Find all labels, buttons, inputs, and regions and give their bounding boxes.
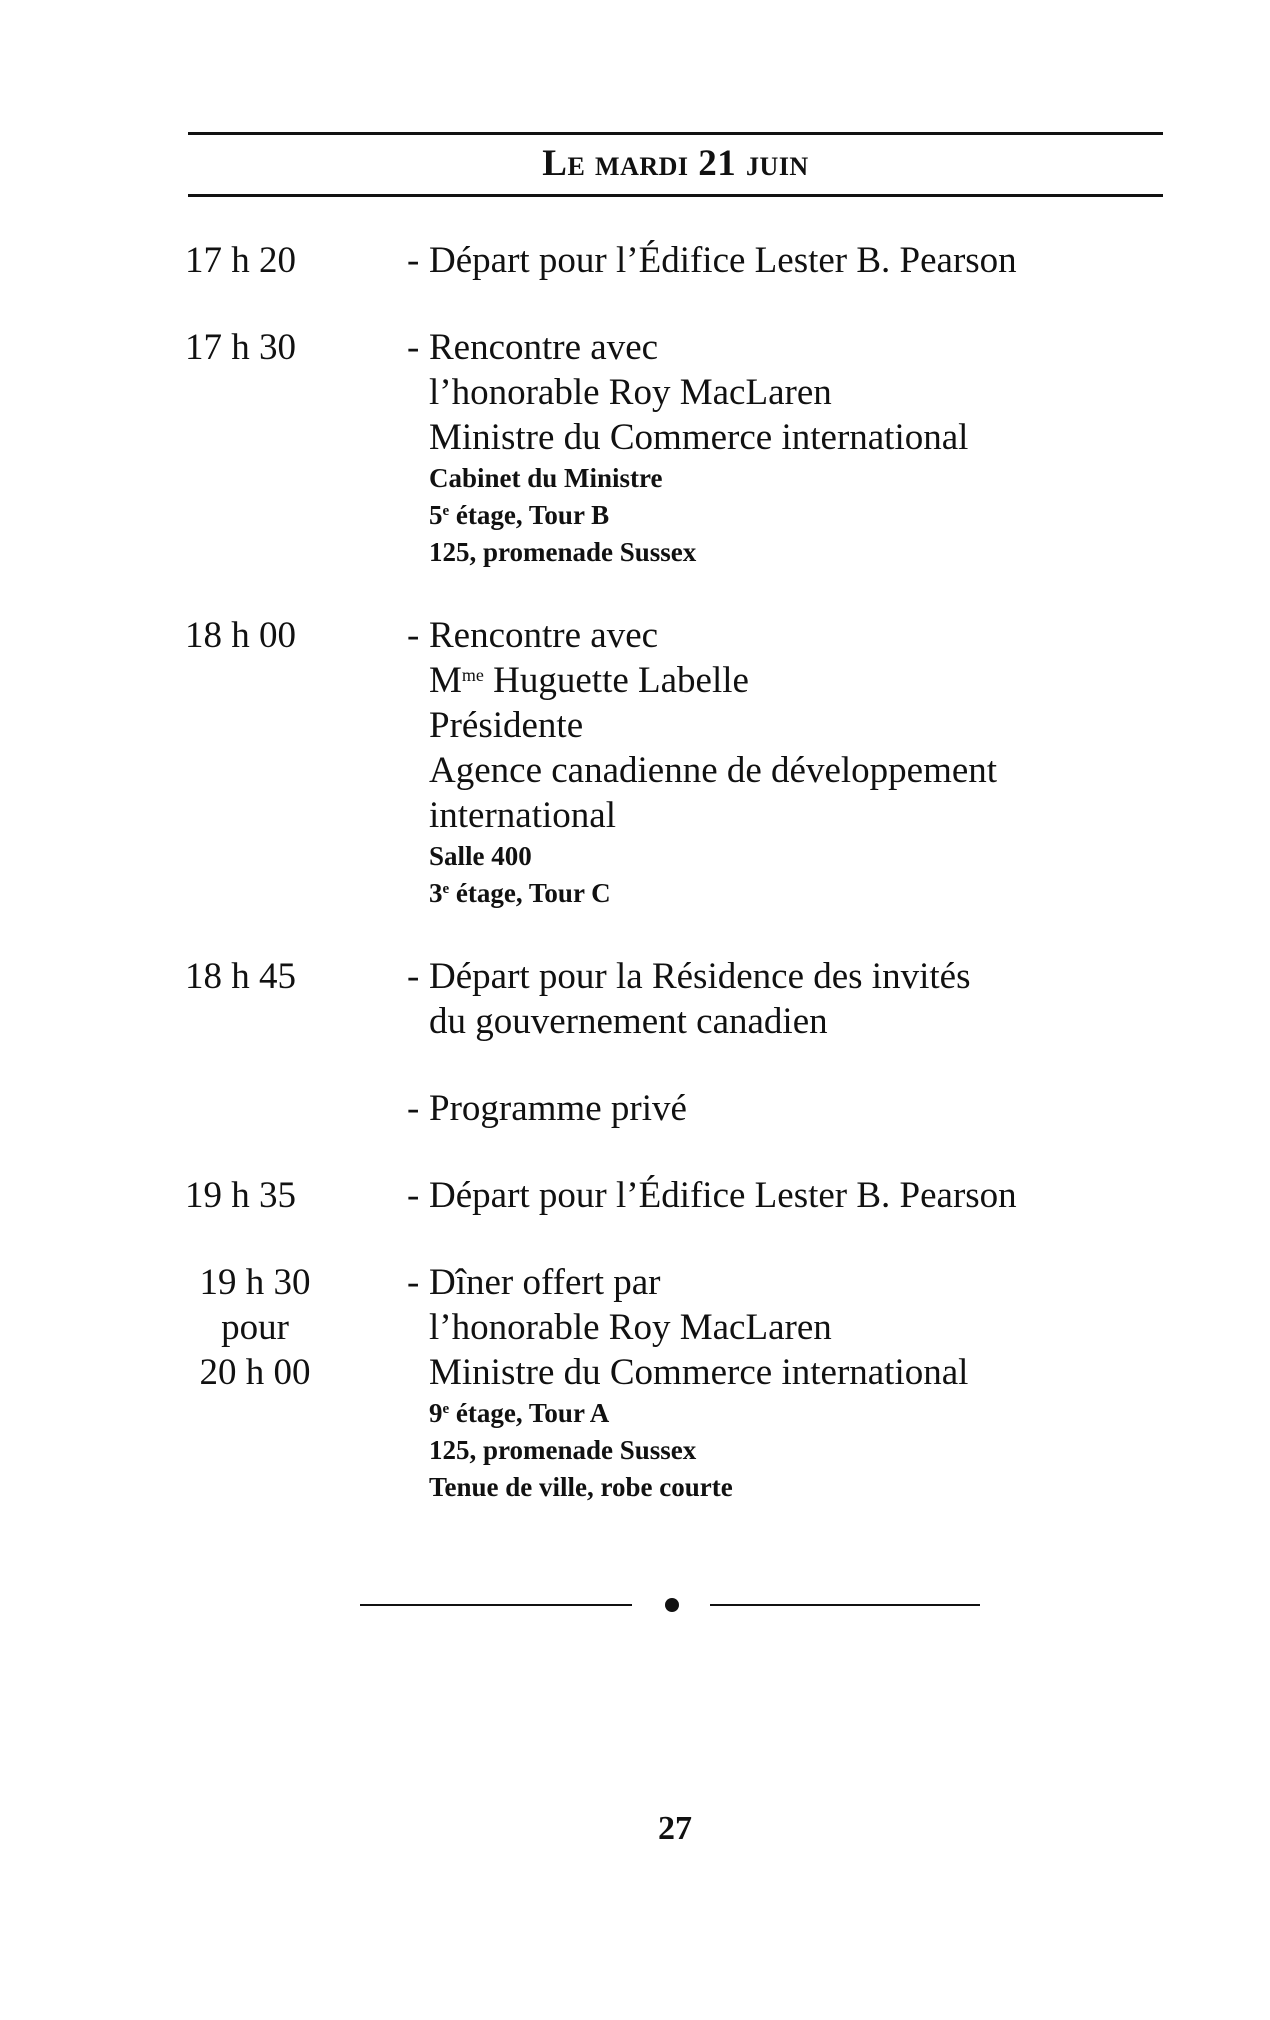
item-dash: - (407, 1175, 420, 1216)
entry-time (185, 613, 407, 912)
item-detail-floor (429, 875, 1185, 912)
schedule-item (407, 325, 1185, 571)
header-top-rule (188, 132, 1163, 135)
item-line: Programme privé (429, 1088, 687, 1129)
page-title: Le mardi 21 juin (542, 143, 809, 184)
item-line: Rencontre avec (429, 327, 659, 368)
floor-number: 5 (429, 500, 443, 530)
item-dash: - (407, 956, 420, 997)
item-dash: - (407, 327, 420, 368)
item-line: Départ pour la Résidence des invités (429, 956, 971, 997)
entry-body (407, 1173, 1185, 1218)
item-line: Agence canadienne de développement (429, 750, 998, 791)
entry-body (407, 1260, 1185, 1506)
item-line: Départ pour l’Édifice Lester B. Pearson (429, 240, 1017, 281)
item-detail: 125, promenade Sussex (429, 537, 697, 567)
divider-line-right (710, 1604, 980, 1606)
entry-body (407, 954, 1185, 1131)
entry-body (407, 238, 1185, 283)
item-line: du gouvernement canadien (429, 1001, 828, 1042)
schedule-item (407, 954, 1185, 1044)
section-divider (360, 1597, 980, 1613)
floor-text: étage, Tour B (455, 500, 610, 530)
entry-body (407, 325, 1185, 571)
schedule-item (407, 1173, 1185, 1218)
item-line: Ministre du Commerce international (429, 1352, 969, 1393)
item-line: l’honorable Roy MacLaren (429, 1307, 832, 1348)
schedule-item (407, 1086, 1185, 1131)
schedule-item (407, 613, 1185, 912)
time-line: pour (221, 1307, 289, 1348)
item-detail: Cabinet du Ministre (429, 463, 663, 493)
item-line: Ministre du Commerce international (429, 417, 969, 458)
floor-number: 3 (429, 878, 443, 908)
divider-line-left (360, 1604, 632, 1606)
item-detail-floor (429, 497, 1185, 534)
item-detail-floor (429, 1395, 1185, 1432)
time-line: 17 h 30 (185, 327, 296, 368)
entry-time (185, 954, 407, 1131)
title-abbrev: M (429, 660, 462, 701)
time-line: 18 h 45 (185, 956, 296, 997)
person-name: Huguette Labelle (493, 660, 749, 701)
floor-number: 9 (429, 1398, 443, 1428)
ordinal-suffix: e (442, 503, 450, 519)
schedule-entry (185, 613, 1185, 912)
entry-time (185, 325, 407, 571)
item-detail: 125, promenade Sussex (429, 1435, 697, 1465)
schedule-item (407, 238, 1185, 283)
schedule-entry (185, 1260, 1185, 1506)
entry-time (185, 1173, 407, 1218)
item-dash: - (407, 1262, 420, 1303)
title-abbrev-suffix: me (461, 665, 484, 685)
item-line: international (429, 795, 616, 836)
item-line: Présidente (429, 705, 584, 746)
ordinal-suffix: e (442, 1401, 450, 1417)
item-line: l’honorable Roy MacLaren (429, 372, 832, 413)
item-detail: Tenue de ville, robe courte (429, 1472, 733, 1502)
ordinal-suffix: e (442, 881, 450, 897)
floor-text: étage, Tour A (455, 1398, 610, 1428)
time-line: 17 h 20 (185, 240, 296, 281)
schedule-item (407, 1260, 1185, 1506)
schedule-entry (185, 238, 1185, 283)
item-dash: - (407, 615, 420, 656)
item-line: Rencontre avec (429, 615, 659, 656)
floor-text: étage, Tour C (455, 878, 611, 908)
entry-body (407, 613, 1185, 912)
schedule-list (185, 238, 1185, 1548)
item-dash: - (407, 240, 420, 281)
schedule-entry (185, 325, 1185, 571)
entry-time (185, 238, 407, 283)
header-bottom-rule (188, 194, 1163, 197)
entry-time (185, 1260, 407, 1506)
item-detail: Salle 400 (429, 841, 532, 871)
item-line: Dîner offert par (429, 1262, 661, 1303)
item-line-name (429, 658, 1185, 703)
time-line: 20 h 00 (199, 1352, 311, 1393)
page-number: 27 (658, 1810, 692, 1847)
item-dash: - (407, 1088, 420, 1129)
schedule-entry (185, 954, 1185, 1131)
time-line: 19 h 35 (185, 1175, 296, 1216)
time-line: 18 h 00 (185, 615, 296, 656)
time-line: 19 h 30 (199, 1262, 311, 1303)
divider-bullet-icon (665, 1598, 679, 1612)
schedule-entry (185, 1173, 1185, 1218)
item-line: Départ pour l’Édifice Lester B. Pearson (429, 1175, 1017, 1216)
